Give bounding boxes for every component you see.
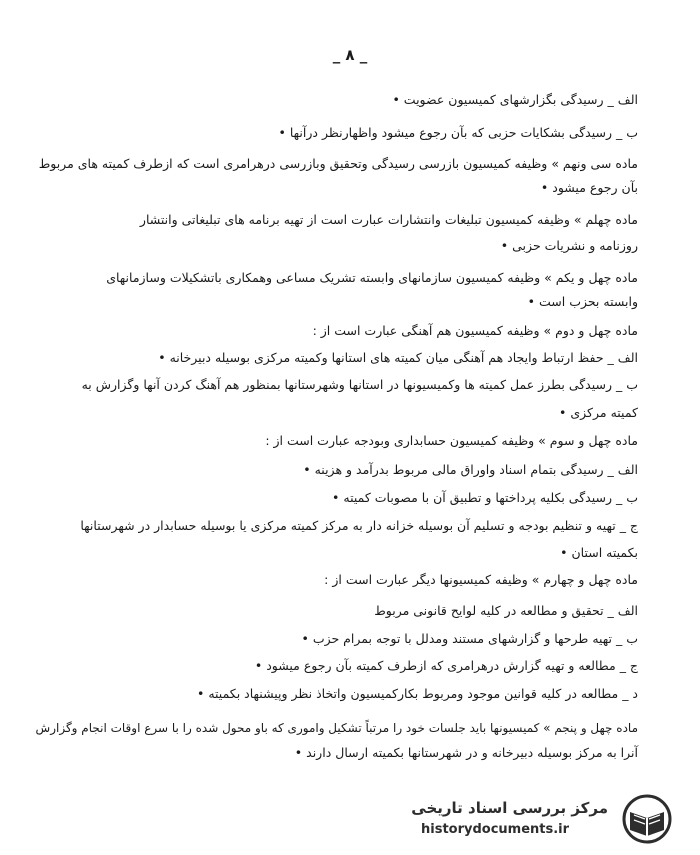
watermark-url: historydocuments.ir (421, 822, 570, 837)
text-line: ج _ مطالعه و تهیه گزارش درهرامری که ازطرف کمیته بآن رجوع میشود • (254, 658, 638, 673)
text-line: ماده چهلم » وظیفه کمیسیون تبلیغات وانتشارات عبارت است از تهیه برنامه های تبلیغاتی وانتشار (139, 212, 638, 227)
text-line: د _ مطالعه در کلیه قوانین موجود ومربوط بکارکمیسیون واتخاذ نظر وپیشنهاد بکمیته • (196, 686, 638, 701)
text-line: ماده چهل و چهارم » وظیفه کمیسیونها دیگر عبارت است از : (324, 572, 638, 587)
text-line: روزنامه و نشریات حزبی • (500, 238, 638, 253)
text-line: الف _ رسیدگی بگزارشهای کمیسیون عضویت • (392, 92, 638, 107)
text-line: ب _ رسیدگی بکلیه پرداختها و تطبیق آن با مصوبات کمیته • (332, 490, 638, 505)
text-line: ماده چهل و دوم » وظیفه کمیسیون هم آهنگی عبارت است از : (312, 323, 638, 338)
book-logo-icon (616, 794, 678, 844)
text-line: ماده چهل و یکم » وظیفه کمیسیون سازمانهای وابسته تشریک مساعی وهمکاری باتشکیلات وسازمانهای (106, 270, 638, 285)
text-line: ب _ رسیدگی بطرز عمل کمیته ها وکمیسیونها در استانها وشهرستانها بمنظور هم آهنگ کردن آنها وگزارش به (81, 377, 638, 392)
text-line: ب _ رسیدگی بشکایات حزبی که بآن رجوع میشود واظهارنظر درآنها • (278, 125, 638, 140)
text-line: الف _ رسیدگی بتمام اسناد واوراق مالی مربوط بدرآمد و هزینه • (303, 462, 638, 477)
text-line: ماده چهل و سوم » وظیفه کمیسیون حسابداری وبودجه عبارت است از : (265, 433, 638, 448)
text-line: ماده سی ونهم » وظیفه کمیسیون بازرسی رسیدگی وتحقیق وبازرسی درهرامری است که ازطرف کمیته های مربوط (38, 156, 638, 171)
watermark-title: مرکز بررسی اسناد تاریخی (411, 799, 608, 817)
text-line: ماده چهل و پنجم » کمیسیونها باید جلسات خود را مرتباً تشکیل واموری که باو محول شده را با سرع اوقات انجام وگزارش (35, 721, 638, 735)
text-line: بکمیته استان • (560, 545, 638, 560)
text-line: آنرا به مرکز بوسیله دبیرخانه و در شهرستانها بکمیته ارسال دارند • (294, 745, 638, 760)
text-line: وابسته بحزب است • (527, 294, 638, 309)
text-line: کمیته مرکزی • (559, 405, 638, 420)
text-line: ج _ تهیه و تنظیم بودجه و تسلیم آن بوسیله خزانه دار به مرکز کمیته مرکزی یا بوسیله حسابدار در شهرستانها (80, 518, 638, 533)
text-line: الف _ حفظ ارتباط وایجاد هم آهنگی میان کمیته های استانها وکمیته مرکزی بوسیله دبیرخانه • (158, 350, 638, 365)
text-line: ب _ تهیه طرحها و گزارشهای مستند ومدلل با توجه بمرام حزب • (301, 631, 638, 646)
page-number: _ ٨ _ (332, 46, 368, 64)
text-line: الف _ تحقیق و مطالعه در کلیه لوایح قانونی مربوط (374, 603, 638, 618)
text-line: بآن رجوع میشود • (540, 180, 638, 195)
